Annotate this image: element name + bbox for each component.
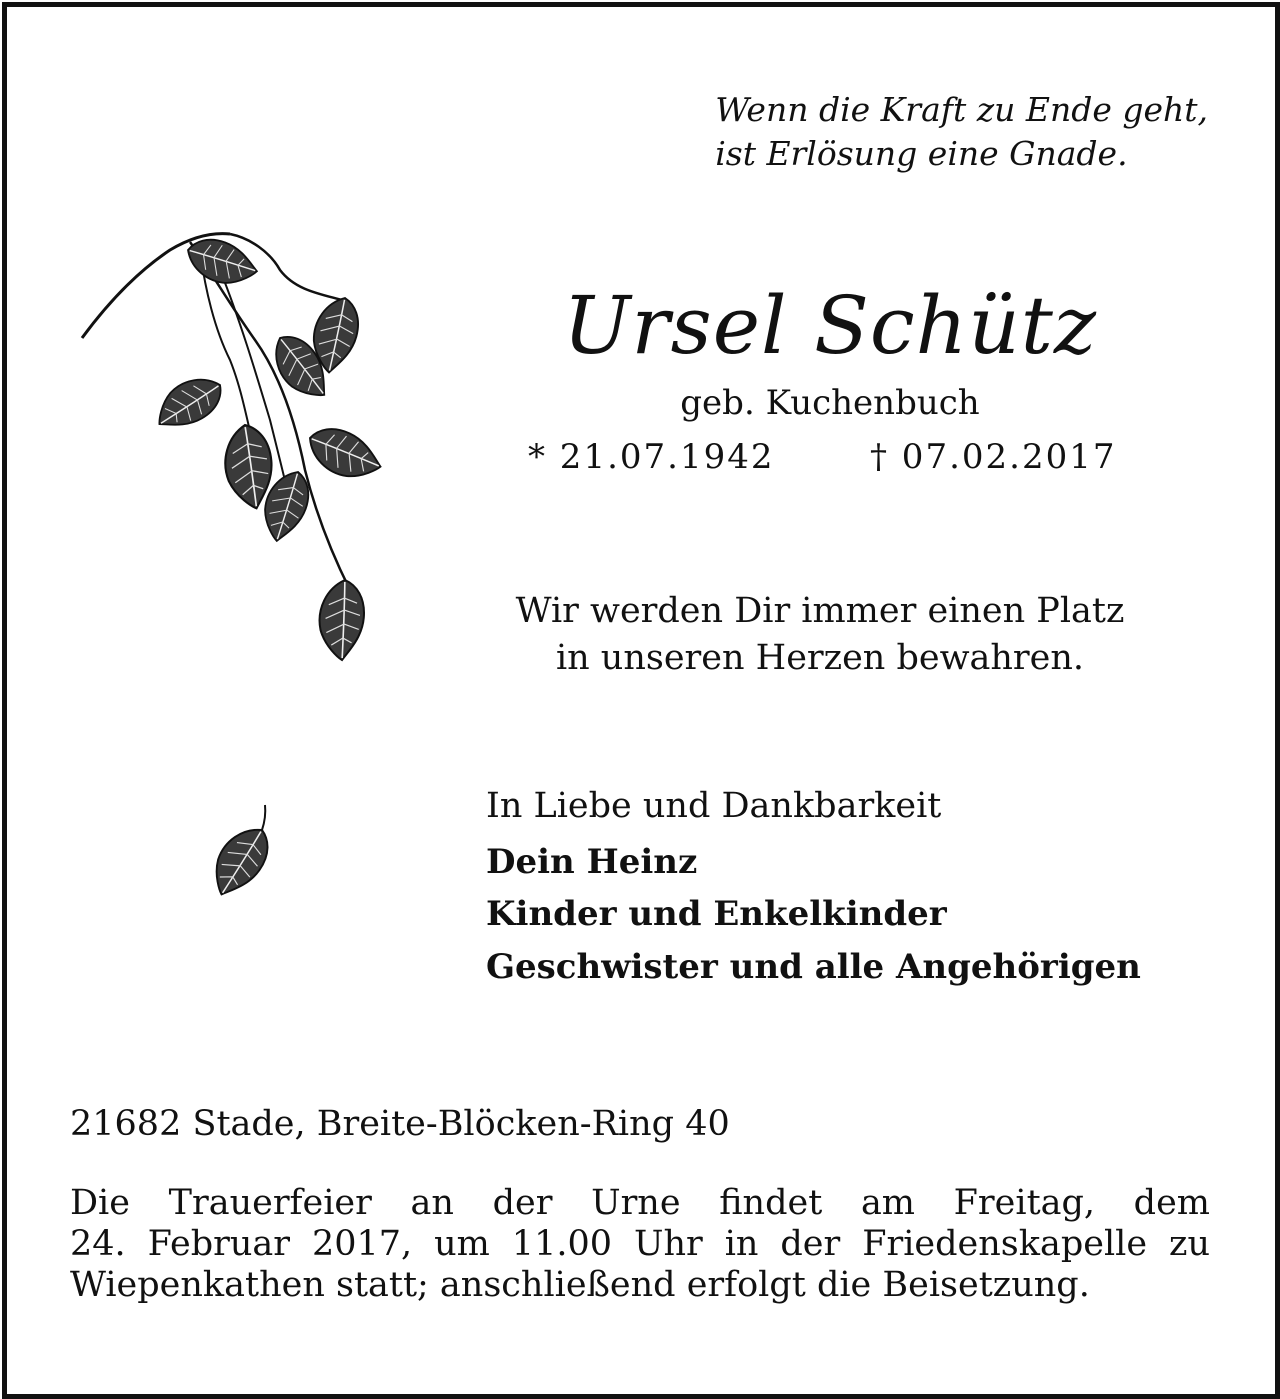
notice-line-2: 24. Februar 2017, um 11.00 Uhr in der Friedenskapelle zu xyxy=(70,1224,1210,1264)
mourner-name: Kinder und Enkelkinder xyxy=(486,894,947,934)
motto-line-1: Wenn die Kraft zu Ende geht, xyxy=(715,90,1208,129)
verse-line-1: Wir werden Dir immer einen Platz xyxy=(515,591,1125,631)
verse-line-2: in unseren Herzen bewahren. xyxy=(555,638,1085,678)
motto-quote xyxy=(715,88,1208,176)
birch-branch-illustration xyxy=(80,210,410,930)
motto-line-2: ist Erlösung eine Gnade. xyxy=(715,134,1128,173)
maiden-name: geb. Kuchenbuch xyxy=(680,383,980,423)
notice-line-1: Die Trauerfeier an der Urne findet am Freitag, dem xyxy=(70,1183,1210,1223)
death-date: † 07.02.2017 xyxy=(870,437,1117,477)
memorial-verse xyxy=(470,588,1170,682)
service-notice xyxy=(70,1183,1210,1306)
mourner-name: Geschwister und alle Angehörigen xyxy=(486,947,1141,987)
birth-date: * 21.07.1942 xyxy=(528,437,775,477)
notice-line-3: Wiepenkathen statt; anschließend erfolgt die Beisetzung. xyxy=(70,1265,1090,1305)
mourners-intro: In Liebe und Dankbarkeit xyxy=(486,786,942,826)
address: 21682 Stade, Breite-Blöcken-Ring 40 xyxy=(70,1104,730,1144)
deceased-name: Ursel Schütz xyxy=(562,279,1098,372)
mourner-name: Dein Heinz xyxy=(486,842,698,882)
